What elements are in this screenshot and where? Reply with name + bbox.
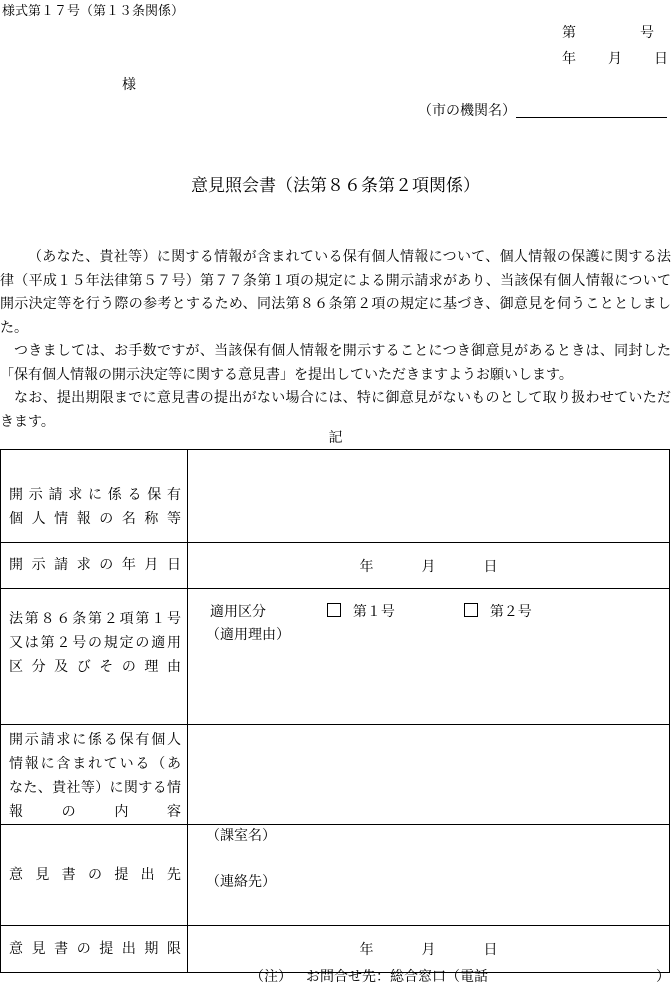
row3-label-line1: 法第８６条第２項第１号 xyxy=(9,611,181,627)
label-cell xyxy=(1,926,188,973)
row4-label-line4: 報の内容 xyxy=(9,804,181,820)
checkbox-item-1[interactable] xyxy=(327,603,341,617)
row4-label-line3: なた、貴社等）に関する情 xyxy=(9,780,181,796)
issue-date-year: 年 xyxy=(562,51,576,67)
request-date-year: 年 xyxy=(359,558,374,575)
form-number: 様式第１７号（第１３条関係） xyxy=(2,4,185,19)
row4-label-line1: 開示請求に係る保有個人 xyxy=(9,732,181,748)
sender-name-line xyxy=(516,117,667,118)
issue-date-day: 日 xyxy=(654,51,668,67)
row-applicable-category xyxy=(1,589,670,725)
checkbox-item-2[interactable] xyxy=(464,603,478,617)
reason-label: （適用理由） xyxy=(206,627,290,643)
row-info-content xyxy=(1,725,670,825)
row-requested-info-name xyxy=(1,450,670,543)
close-paren: ） xyxy=(656,969,670,985)
label-cell xyxy=(1,725,188,825)
deadline-day: 日 xyxy=(483,942,498,958)
issue-date xyxy=(562,48,668,68)
document-title: 意見照会書（法第８６条第２項関係） xyxy=(191,176,480,196)
category-label: 適用区分 xyxy=(210,604,266,620)
category-options xyxy=(188,589,669,624)
applicable-category-field xyxy=(188,589,670,725)
row3-label-line3: 区分及びその理由 xyxy=(9,659,181,675)
row1-label-line1: 開示請求に係る保有 xyxy=(9,487,181,503)
label-cell xyxy=(1,589,188,725)
sender-label: （市の機関名） xyxy=(418,103,516,119)
note-label: （注） xyxy=(250,969,292,985)
request-date-day: 日 xyxy=(483,558,498,575)
addressee: 様 xyxy=(122,77,136,93)
body-text xyxy=(0,246,671,434)
ki-heading: 記 xyxy=(328,430,343,446)
label-cell xyxy=(1,825,188,926)
document-number xyxy=(562,22,654,42)
contact-label: （連絡先） xyxy=(206,874,276,890)
requested-info-name-field[interactable] xyxy=(188,450,670,543)
request-date-field[interactable] xyxy=(188,543,670,589)
row3-label-line2: 又は第２号の規定の適用 xyxy=(9,635,181,651)
info-content-field[interactable] xyxy=(188,725,670,825)
label-cell xyxy=(1,543,188,589)
body-paragraph-1: （あなた、貴社等）に関する情報が含まれている保有個人情報について、個人情報の保護に関する法律（平成１５年法律第５７号）第７７条第１項の規定による開示請求があり、当該保有個人情報について開示決定等を行う際の参考とするため、同法第８６条第２項の規定に基づき、御意見を伺うこととしました。 xyxy=(0,249,671,336)
row2-label: 開示請求の年月日 xyxy=(9,557,181,573)
row-submission-destination xyxy=(1,825,670,926)
contact-note xyxy=(250,966,670,986)
details-table xyxy=(0,449,670,973)
deadline-month: 月 xyxy=(421,942,436,958)
body-paragraph-2: つきましては、お手数ですが、当該保有個人情報を開示することにつき御意見があるときは、同封した「保有個人情報の開示決定等に関する意見書」を提出していただきますようお願いします。 xyxy=(0,343,671,383)
row-request-date xyxy=(1,543,670,589)
option-2-label: 第２号 xyxy=(489,604,532,620)
section-label: （課室名） xyxy=(206,828,276,844)
submission-destination-field[interactable] xyxy=(188,825,670,926)
deadline-year: 年 xyxy=(359,942,374,958)
row6-label: 意見書の提出期限 xyxy=(9,941,181,957)
issue-date-month: 月 xyxy=(608,51,622,67)
doc-no-prefix: 第 xyxy=(562,25,576,41)
label-cell xyxy=(1,450,188,543)
request-date-month: 月 xyxy=(421,558,436,575)
body-paragraph-3: なお、提出期限までに意見書の提出がない場合には、特に御意見がないものとして取り扱わせていただきます。 xyxy=(0,390,671,430)
option-1-label: 第１号 xyxy=(352,604,395,620)
doc-no-suffix: 号 xyxy=(640,25,654,41)
contact-text: お問合せ先：総合窓口（電話 xyxy=(306,969,488,985)
row5-label: 意見書の提出先 xyxy=(9,867,181,883)
row1-label-line2: 個人情報の名称等 xyxy=(9,511,181,527)
row4-label-line2: 情報に含まれている（あ xyxy=(9,756,181,772)
